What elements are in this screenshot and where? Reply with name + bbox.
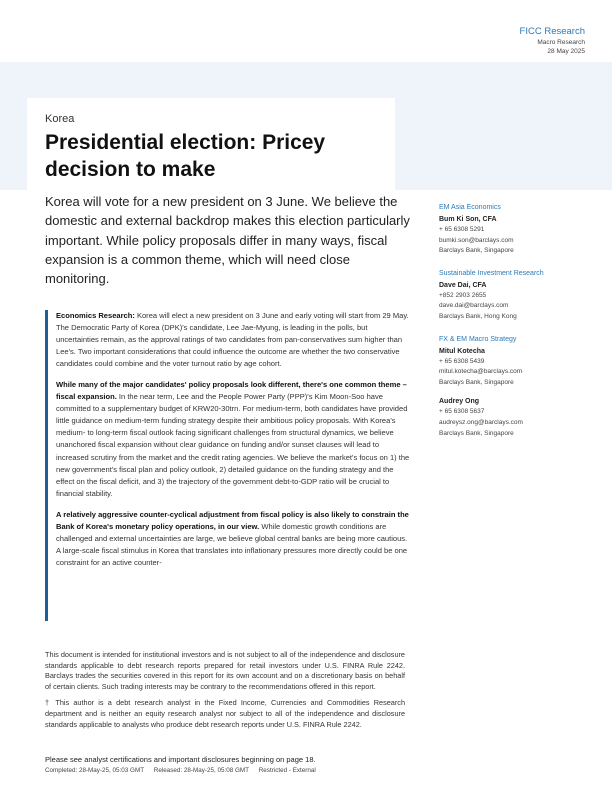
paragraph-lead: Economics Research: [56, 311, 135, 320]
analyst-entity: Barclays Bank, Singapore [439, 378, 514, 386]
analyst-entity: Barclays Bank, Hong Kong [439, 312, 517, 320]
analyst-name: Dave Dai, CFA [439, 281, 487, 289]
analyst-email[interactable]: audreysz.ong@barclays.com [439, 418, 523, 426]
report-header [520, 26, 585, 56]
analyst-phone: +852 2903 2655 [439, 291, 487, 299]
country-kicker: Korea [45, 113, 75, 125]
page-title: Presidential election: Pricey decision to make [45, 131, 326, 181]
research-line: FICC Research [519, 26, 585, 37]
restriction-label: Restricted - External [258, 767, 316, 774]
analyst-name: Mitul Kotecha [439, 347, 485, 355]
body-paragraph-3 [56, 509, 412, 569]
analyst-entity: Barclays Bank, Singapore [439, 247, 514, 255]
analyst-email[interactable]: mitul.kotecha@barclays.com [439, 368, 523, 376]
analyst-group: FX & EM Macro Strategy [439, 335, 517, 343]
paragraph-text: In the near term, Lee and the People Power Party (PPP)'s Kim Moon-Soo have committed to a supplementary budget of KRW20-30trn. For medium-term, both candidates have provided little guidance on medium-term funding strategy despite their ambitious policy proposals. With Korea's medium- to long-term fiscal outlook facing significant challenges from structural dynamics, we believe unanchored fiscal expansion without clear guidance on funding and/or sunset clauses will lead to increased scrutiny from the market and the credit rating agencies. We believe the market's focus on 1) the new government's fiscal plan and policy outlook, 2) detailed guidance on the funding strategy and the effect on the fiscal deficit, and 3) the trajectory of the government debt-to-GDP ratio will be crucial to financial stability. [56, 392, 410, 498]
paragraph-lead: A relatively aggressive counter-cyclical adjustment from fiscal policy is also likely to constrain the Bank of Korea's monetary policy operations, in our view. [56, 509, 409, 531]
analyst-sidebar [439, 203, 599, 439]
disclaimer [45, 650, 405, 736]
spacer [439, 388, 599, 395]
analyst-group: EM Asia Economics [439, 204, 501, 211]
lede-paragraph: Korea will vote for a new president on 3 June. We believe the domestic and external backdrop makes this election particularly important. While policy proposals differ in many ways, fiscal expansion is a common theme, which will need close monitoring. [45, 194, 410, 287]
paragraph-lead: While many of the major candidates' policy proposals look different, there's one common theme – fiscal expansion. [56, 380, 407, 402]
disclaimer-paragraph-1: This document is intended for institutional investors and is not subject to all of the independence and disclosure standards applicable to debt research reports prepared for retail investors under U.S. FINRA Rule 2242. Barclays trades the securities covered in this report for its own account and on a discretionary basis on behalf of certain clients. Such trading interests may be contrary to the recommendations offered in this report. [45, 650, 405, 691]
disclosures-note: Please see analyst certifications and important disclosures beginning on page 18. [45, 755, 316, 764]
completed-time: Completed: 28-May-25, 05:03 GMT [45, 767, 145, 774]
disclaimer-paragraph-2: † This author is a debt research analyst in the Fixed Income, Currencies and Commodities Research department and is neither an equity research analyst nor subject to all of the independence and disclosure standards applicable to analysts who produce debt research reports under U.S. FINRA Rule 2242. [45, 698, 405, 729]
analyst-name: Bum Ki Son, CFA [439, 216, 497, 223]
analyst-phone: + 65 6308 5439 [439, 357, 485, 365]
analyst-email[interactable]: bumki.son@barclays.com [439, 236, 514, 244]
body-paragraph-2 [56, 379, 412, 499]
report-date: 28 May 2025 [547, 48, 585, 55]
paragraph-text: Korea will elect a new president on 3 June and early voting will start from 29 May. The Democratic Party of Korea (DPK)'s candidate, Lee Jae-Myung, is leading in the polls, but uncertainties remain, as the approval ratings of two candidates from pan-conservatives sum higher than Lee's. Two important considerations that could influence the outcome are whether the two conservative candidates could combine and the voter turnout ratio by age cohort. [56, 311, 409, 369]
analyst-group: Sustainable Investment Research [439, 269, 544, 277]
analyst-phone: + 65 6308 5291 [439, 226, 485, 233]
footer [45, 767, 324, 774]
analyst-email[interactable]: dave.dai@barclays.com [439, 302, 509, 310]
analyst-name: Audrey Ong [439, 398, 480, 406]
analyst-phone: + 65 6308 5637 [439, 408, 485, 416]
paragraph-text: While domestic growth conditions are challenged and external uncertainties are large, we believe global central banks are being more cautious. A large-scale fiscal stimulus in Korea that translates into inflationary pressures more directly could be one constraint for an active counter- [56, 521, 408, 567]
analyst-entity: Barclays Bank, Singapore [439, 429, 514, 437]
body-text [45, 310, 412, 621]
research-subline: Macro Research [537, 39, 585, 46]
body-paragraph-1 [56, 310, 412, 370]
released-time: Released: 28-May-25, 05:08 GMT [153, 767, 249, 774]
